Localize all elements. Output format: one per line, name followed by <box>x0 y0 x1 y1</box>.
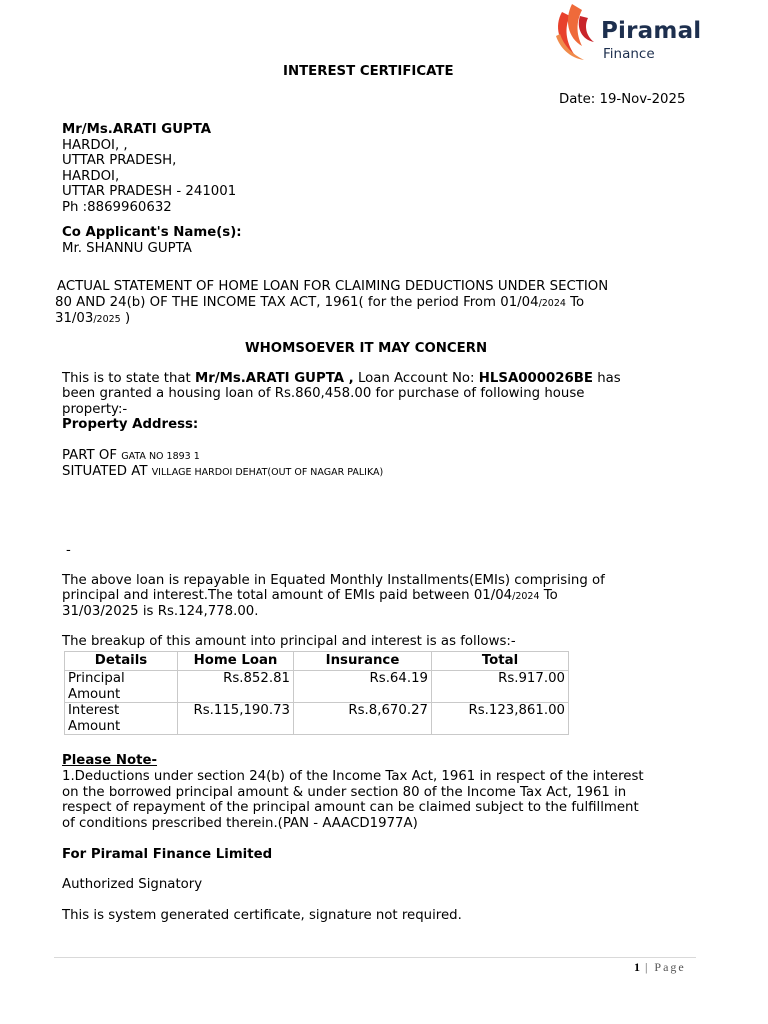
cell-insurance: Rs.64.19 <box>294 671 432 703</box>
date: Date: 19-Nov-2025 <box>559 92 686 107</box>
certificate-title: INTEREST CERTIFICATE <box>283 64 454 79</box>
table-row <box>65 671 569 703</box>
note-line: respect of repayment of the principal amount can be claimed subject to the fulfillment <box>62 800 639 815</box>
cell-home-loan: Rs.852.81 <box>178 671 294 703</box>
authorized-signatory: Authorized Signatory <box>62 877 203 892</box>
breakup-intro: The breakup of this amount into principal and interest is as follows:- <box>62 634 516 649</box>
addressee-name: Mr/Ms.ARATI GUPTA <box>62 122 212 137</box>
address-line: HARDOI, , <box>62 138 128 153</box>
repay-line: principal and interest.The total amount of EMIs paid between 01/04/2024 To <box>62 588 558 603</box>
co-applicant-name: Mr. SHANNU GUPTA <box>62 241 192 256</box>
concern-heading: WHOMSOEVER IT MAY CONCERN <box>245 341 488 356</box>
for-company: For Piramal Finance Limited <box>62 847 273 862</box>
note-line: of conditions prescribed therein.(PAN - AAACD1977A) <box>62 816 418 831</box>
table-header-row <box>65 652 569 671</box>
cell-home-loan: Rs.115,190.73 <box>178 703 294 735</box>
phone: Ph :8869960632 <box>62 200 172 215</box>
cell-total: Rs.917.00 <box>432 671 569 703</box>
note-heading: Please Note- <box>62 753 158 768</box>
property-heading: Property Address: <box>62 417 199 432</box>
intro-line: been granted a housing loan of Rs.860,458.00 for purchase of following house <box>62 386 585 401</box>
table-row <box>65 703 569 735</box>
intro-line: property:- <box>62 402 128 417</box>
address-line: HARDOI, <box>62 169 120 184</box>
row-label: Principal Amount <box>65 671 178 703</box>
logo-sub: Finance <box>603 46 655 62</box>
intro-line: This is to state that Mr/Ms.ARATI GUPTA , Loan Account No: HLSA000026BE has <box>62 371 621 386</box>
repay-line: The above loan is repayable in Equated Monthly Installments(EMIs) comprising of <box>62 573 605 588</box>
dash: - <box>66 543 71 558</box>
page-number: 1 | Page <box>634 960 686 974</box>
column-header: Total <box>432 652 569 671</box>
statement-line: ACTUAL STATEMENT OF HOME LOAN FOR CLAIMING DEDUCTIONS UNDER SECTION <box>57 279 609 294</box>
property-situated: SITUATED AT VILLAGE HARDOI DEHAT(OUT OF NAGAR PALIKA) <box>62 464 384 479</box>
statement-line: 31/03/2025 ) <box>55 311 131 326</box>
column-header: Insurance <box>294 652 432 671</box>
row-label: Interest Amount <box>65 703 178 735</box>
address-line: UTTAR PRADESH, <box>62 153 177 168</box>
address-line: UTTAR PRADESH - 241001 <box>62 184 237 199</box>
footer-divider <box>54 957 696 958</box>
system-note: This is system generated certificate, signature not required. <box>62 908 462 923</box>
column-header: Details <box>65 652 178 671</box>
property-part: PART OF GATA NO 1893 1 <box>62 448 200 463</box>
repay-line: 31/03/2025 is Rs.124,778.00. <box>62 604 259 619</box>
note-line: 1.Deductions under section 24(b) of the Income Tax Act, 1961 in respect of the interest <box>62 769 644 784</box>
cell-insurance: Rs.8,670.27 <box>294 703 432 735</box>
logo-name: Piramal <box>601 18 702 44</box>
breakup-table <box>64 651 569 735</box>
note-line: on the borrowed principal amount & under section 80 of the Income Tax Act, 1961 in <box>62 785 627 800</box>
co-applicant-heading: Co Applicant's Name(s): <box>62 225 242 240</box>
statement-line: 80 AND 24(b) OF THE INCOME TAX ACT, 1961( for the period From 01/04/2024 To <box>55 295 585 310</box>
column-header: Home Loan <box>178 652 294 671</box>
cell-total: Rs.123,861.00 <box>432 703 569 735</box>
